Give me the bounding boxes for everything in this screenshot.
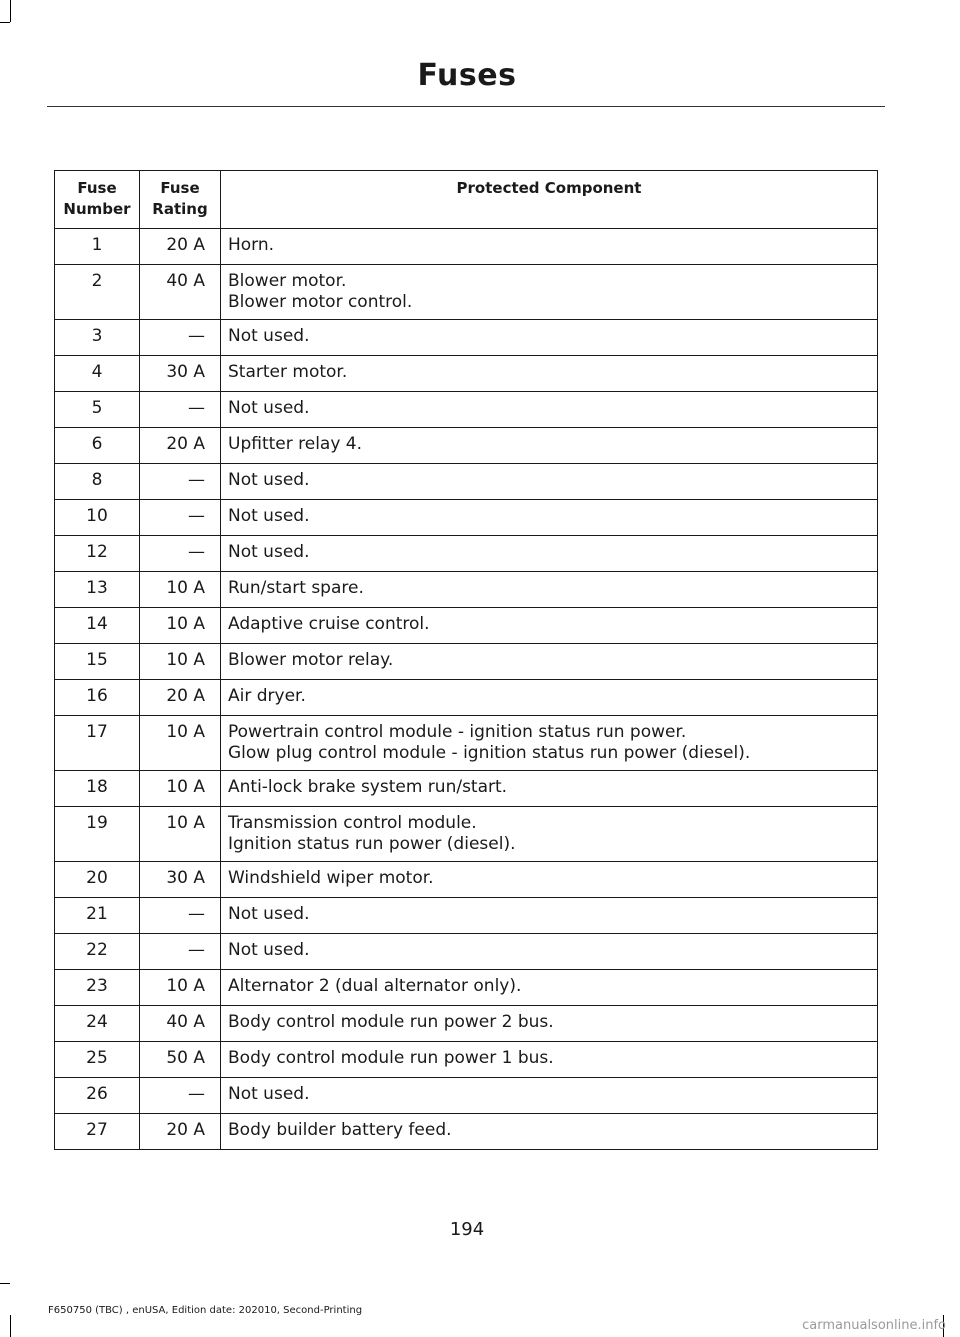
protected-component-line: Body builder battery feed. (228, 1120, 452, 1140)
fuse-rating-cell: 10 A (140, 572, 221, 608)
table-row (55, 716, 878, 771)
fuse-number-cell: 14 (55, 608, 140, 644)
table-row (55, 320, 878, 356)
fuse-rating-cell: 20 A (140, 428, 221, 464)
fuse-rating-cell: — (140, 934, 221, 970)
crop-mark-top-left-vertical (10, 0, 11, 22)
protected-component-cell (221, 392, 878, 428)
table-row (55, 265, 878, 320)
watermark: carmanualsonline.info (802, 1318, 946, 1333)
crop-mark-bottom-left-horizontal (0, 1283, 10, 1284)
table-row (55, 229, 878, 265)
fuse-rating-cell: 40 A (140, 1006, 221, 1042)
fuse-number-cell: 8 (55, 464, 140, 500)
protected-component-line: Not used. (228, 542, 310, 562)
protected-component-cell (221, 644, 878, 680)
table-row (55, 680, 878, 716)
table-row (55, 1114, 878, 1150)
protected-component-line: Ignition status run power (diesel). (228, 834, 516, 854)
protected-component-line: Glow plug control module - ignition status run power (diesel). (228, 743, 751, 763)
table-row (55, 536, 878, 572)
protected-component-cell (221, 265, 878, 320)
fuse-rating-cell: 20 A (140, 680, 221, 716)
header-label-line-1: Fuse (77, 179, 117, 197)
protected-component-line: Body control module run power 1 bus. (228, 1048, 554, 1068)
fuse-rating-cell: 30 A (140, 356, 221, 392)
protected-component-line: Not used. (228, 940, 310, 960)
protected-component-line: Windshield wiper motor. (228, 868, 434, 888)
protected-component-cell (221, 970, 878, 1006)
protected-component-line: Transmission control module. (228, 813, 477, 833)
fuse-rating-cell: 10 A (140, 608, 221, 644)
fuse-number-cell: 12 (55, 536, 140, 572)
header-fuse-number (55, 171, 140, 229)
protected-component-line: Not used. (228, 326, 310, 346)
header-fuse-rating (140, 171, 221, 229)
protected-component-line: Air dryer. (228, 686, 306, 706)
protected-component-cell (221, 1078, 878, 1114)
protected-component-line: Upfitter relay 4. (228, 434, 363, 454)
fuse-table (54, 170, 878, 1150)
crop-mark-bottom-left-vertical (10, 1315, 11, 1337)
fuse-number-cell: 18 (55, 771, 140, 807)
protected-component-cell (221, 862, 878, 898)
protected-component-line: Starter motor. (228, 362, 348, 382)
protected-component-line: Not used. (228, 1084, 310, 1104)
protected-component-line: Alternator 2 (dual alternator only). (228, 976, 522, 996)
protected-component-line: Blower motor. (228, 271, 347, 291)
table-row (55, 572, 878, 608)
protected-component-cell (221, 229, 878, 265)
fuse-rating-cell: — (140, 464, 221, 500)
header-fuse-rating-label (143, 178, 217, 220)
fuse-rating-cell: — (140, 500, 221, 536)
protected-component-cell (221, 716, 878, 771)
header-label-line-1: Fuse (160, 179, 200, 197)
protected-component-cell (221, 1042, 878, 1078)
fuse-number-cell: 15 (55, 644, 140, 680)
header-label-line-2: Number (63, 200, 131, 218)
table-row (55, 500, 878, 536)
protected-component-cell (221, 428, 878, 464)
protected-component-cell (221, 464, 878, 500)
protected-component-line: Not used. (228, 470, 310, 490)
protected-component-line: Blower motor relay. (228, 650, 394, 670)
protected-component-cell (221, 356, 878, 392)
fuse-number-cell: 23 (55, 970, 140, 1006)
fuse-rating-cell: 40 A (140, 265, 221, 320)
protected-component-cell (221, 572, 878, 608)
table-row (55, 807, 878, 862)
fuse-number-cell: 21 (55, 898, 140, 934)
protected-component-line: Not used. (228, 398, 310, 418)
fuse-number-cell: 10 (55, 500, 140, 536)
fuse-rating-cell: 10 A (140, 644, 221, 680)
header-label-line-2: Rating (152, 200, 208, 218)
protected-component-line: Blower motor control. (228, 292, 413, 312)
table-row (55, 464, 878, 500)
table-row (55, 771, 878, 807)
page-number: 194 (449, 1219, 485, 1240)
table-row (55, 392, 878, 428)
protected-component-cell (221, 608, 878, 644)
fuse-number-cell: 17 (55, 716, 140, 771)
fuse-number-cell: 4 (55, 356, 140, 392)
table-row (55, 898, 878, 934)
fuse-number-cell: 2 (55, 265, 140, 320)
protected-component-line: Body control module run power 2 bus. (228, 1012, 554, 1032)
protected-component-cell (221, 680, 878, 716)
fuse-table-body (55, 229, 878, 1150)
fuse-rating-cell: 10 A (140, 716, 221, 771)
table-row (55, 608, 878, 644)
protected-component-cell (221, 934, 878, 970)
fuse-number-cell: 27 (55, 1114, 140, 1150)
table-row (55, 356, 878, 392)
protected-component-line: Not used. (228, 506, 310, 526)
protected-component-line: Horn. (228, 235, 275, 255)
fuse-rating-cell: 50 A (140, 1042, 221, 1078)
fuse-rating-cell: 20 A (140, 229, 221, 265)
protected-component-line: Run/start spare. (228, 578, 364, 598)
fuse-number-cell: 20 (55, 862, 140, 898)
fuse-rating-cell: — (140, 320, 221, 356)
protected-component-cell (221, 320, 878, 356)
protected-component-cell (221, 807, 878, 862)
protected-component-cell (221, 536, 878, 572)
fuse-number-cell: 26 (55, 1078, 140, 1114)
table-row (55, 862, 878, 898)
fuse-rating-cell: — (140, 1078, 221, 1114)
protected-component-cell (221, 500, 878, 536)
fuse-rating-cell: — (140, 898, 221, 934)
header-fuse-number-label (58, 178, 136, 220)
protected-component-line: Not used. (228, 904, 310, 924)
protected-component-line: Anti-lock brake system run/start. (228, 777, 508, 797)
fuse-rating-cell: 10 A (140, 807, 221, 862)
fuse-rating-cell: 10 A (140, 771, 221, 807)
fuse-rating-cell: — (140, 536, 221, 572)
title-divider (47, 106, 885, 107)
table-row (55, 644, 878, 680)
fuse-rating-cell: — (140, 392, 221, 428)
table-row (55, 428, 878, 464)
protected-component-cell (221, 1006, 878, 1042)
table-row (55, 970, 878, 1006)
fuse-number-cell: 16 (55, 680, 140, 716)
protected-component-line: Adaptive cruise control. (228, 614, 430, 634)
protected-component-cell (221, 1114, 878, 1150)
crop-mark-top-left-horizontal (0, 22, 10, 23)
footer-edition-info: F650750 (TBC) , enUSA, Edition date: 202010, Second-Printing (48, 1305, 363, 1316)
header-protected-component (221, 171, 878, 229)
table-row (55, 934, 878, 970)
page-title: Fuses (417, 58, 517, 93)
table-row (55, 1078, 878, 1114)
fuse-number-cell: 13 (55, 572, 140, 608)
fuse-number-cell: 5 (55, 392, 140, 428)
table-row (55, 1006, 878, 1042)
fuse-number-cell: 24 (55, 1006, 140, 1042)
fuse-number-cell: 19 (55, 807, 140, 862)
fuse-rating-cell: 30 A (140, 862, 221, 898)
protected-component-line: Powertrain control module - ignition status run power. (228, 722, 687, 742)
protected-component-cell (221, 771, 878, 807)
fuse-number-cell: 25 (55, 1042, 140, 1078)
table-row (55, 1042, 878, 1078)
header-protected-component-label: Protected Component (456, 179, 642, 197)
fuse-rating-cell: 10 A (140, 970, 221, 1006)
fuse-number-cell: 1 (55, 229, 140, 265)
fuse-number-cell: 6 (55, 428, 140, 464)
table-header-row (55, 171, 878, 229)
fuse-number-cell: 22 (55, 934, 140, 970)
fuse-number-cell: 3 (55, 320, 140, 356)
fuse-rating-cell: 20 A (140, 1114, 221, 1150)
protected-component-cell (221, 898, 878, 934)
